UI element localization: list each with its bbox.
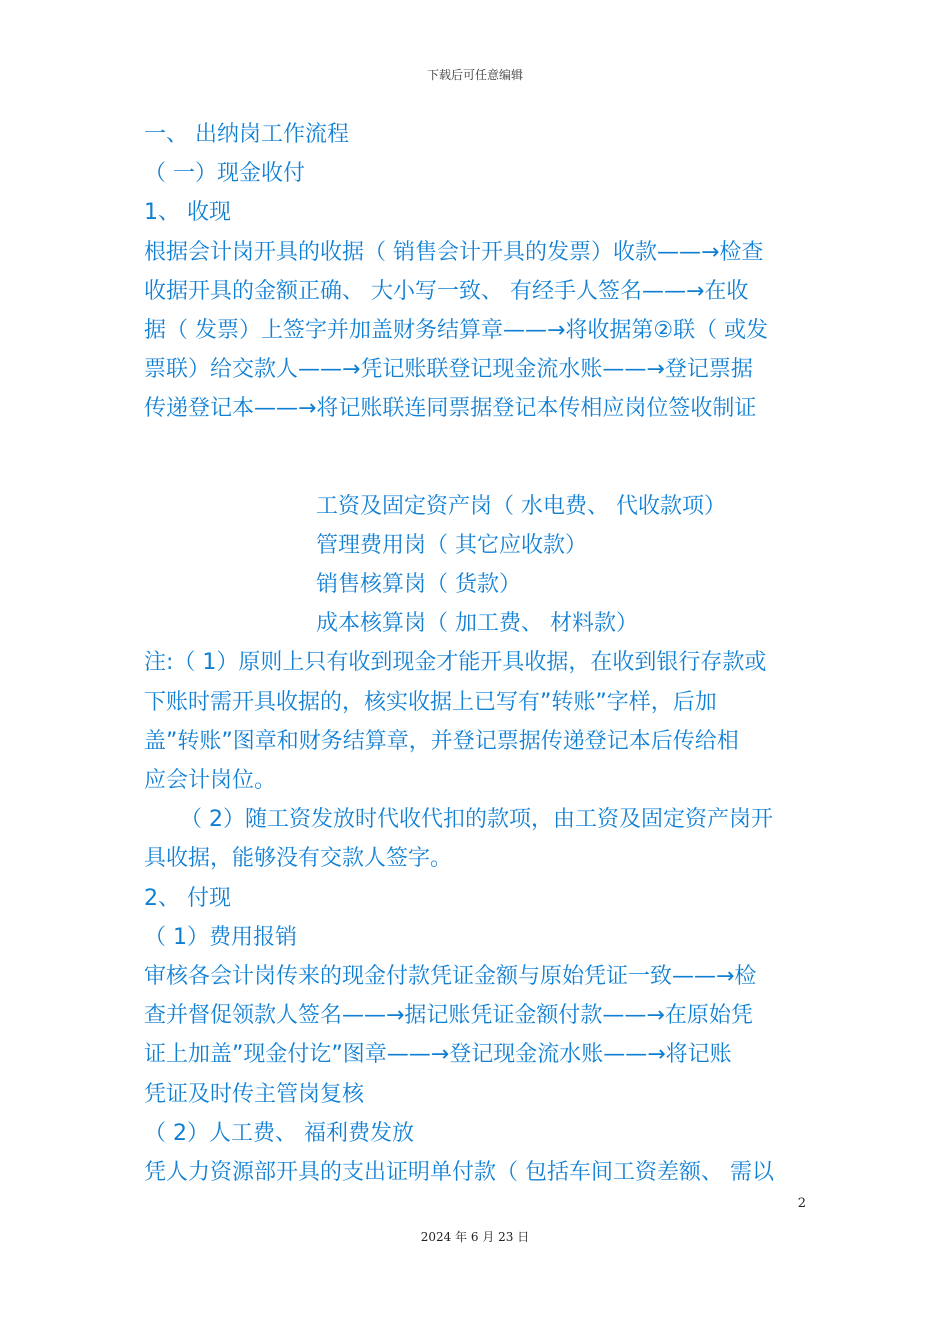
note-line: 盖”转账”图章和财务结算章，并登记票据传递登记本后传给相 bbox=[144, 728, 739, 754]
paragraph-line: 凭证及时传主管岗复核 bbox=[144, 1081, 365, 1107]
paragraph-line: 证上加盖”现金付讫”图章——→登记现金流水账——→将记账 bbox=[144, 1042, 732, 1068]
subheading-expense-reimbursement: （ 1）费用报销 bbox=[144, 924, 297, 950]
paragraph-line: 根据会计岗开具的收据（ 销售会计开具的发票）收款——→检查 bbox=[144, 239, 764, 265]
paragraph-line: 传递登记本——→将记账联连同票据登记本传相应岗位签收制证 bbox=[144, 396, 757, 422]
paragraph-line: 收据开具的金额正确、 大小写一致、 有经手人签名——→在收 bbox=[144, 278, 749, 304]
document-body bbox=[144, 115, 814, 1192]
paragraph-line: 据（ 发票）上签字并加盖财务结算章——→将收据第②联（ 或发 bbox=[144, 318, 769, 344]
spacer bbox=[144, 429, 814, 487]
paragraph-line: 审核各会计岗传来的现金付款凭证金额与原始凭证一致——→检 bbox=[144, 964, 757, 990]
subheading-pay-cash: 2、 付现 bbox=[144, 885, 231, 911]
post-list-item: 销售核算岗（ 货款） bbox=[316, 572, 521, 598]
post-list-item: 工资及固定资产岗（ 水电费、 代收款项） bbox=[316, 493, 726, 519]
section-heading-cashier-workflow: 一、 出纳岗工作流程 bbox=[144, 122, 349, 147]
note-line: 应会计岗位。 bbox=[144, 768, 277, 794]
note-line: 下账时需开具收据的，核实收据上已写有”转账”字样，后加 bbox=[144, 689, 717, 715]
paragraph-line: 票联）给交款人——→凭记账联登记现金流水账——→登记票据 bbox=[144, 357, 753, 383]
page-number: 2 bbox=[797, 1196, 806, 1211]
post-list-item: 成本核算岗（ 加工费、 材料款） bbox=[316, 611, 638, 637]
paragraph-line: 查并督促领款人签名——→据记账凭证金额付款——→在原始凭 bbox=[144, 1003, 753, 1029]
page-footer-date: 2024 年 6 月 23 日 bbox=[420, 1230, 530, 1244]
note-line: 注:（ 1）原则上只有收到现金才能开具收据，在收到银行存款或 bbox=[144, 650, 767, 676]
subheading-cash-receipts-payments: （ 一）现金收付 bbox=[144, 161, 305, 187]
subheading-labor-welfare-payment: （ 2）人工费、 福利费发放 bbox=[144, 1120, 414, 1146]
paragraph-line: 凭人力资源部开具的支出证明单付款（ 包括车间工资差额、 需以 bbox=[144, 1160, 774, 1186]
page-header: 下载后可任意编辑 bbox=[426, 68, 523, 82]
note-line: （ 2）随工资发放时代收代扣的款项，由工资及固定资产岗开 bbox=[180, 807, 773, 833]
note-line: 具收据，能够没有交款人签字。 bbox=[144, 846, 453, 872]
subheading-receive-cash: 1、 收现 bbox=[144, 200, 231, 226]
post-list-item: 管理费用岗（ 其它应收款） bbox=[316, 532, 587, 558]
